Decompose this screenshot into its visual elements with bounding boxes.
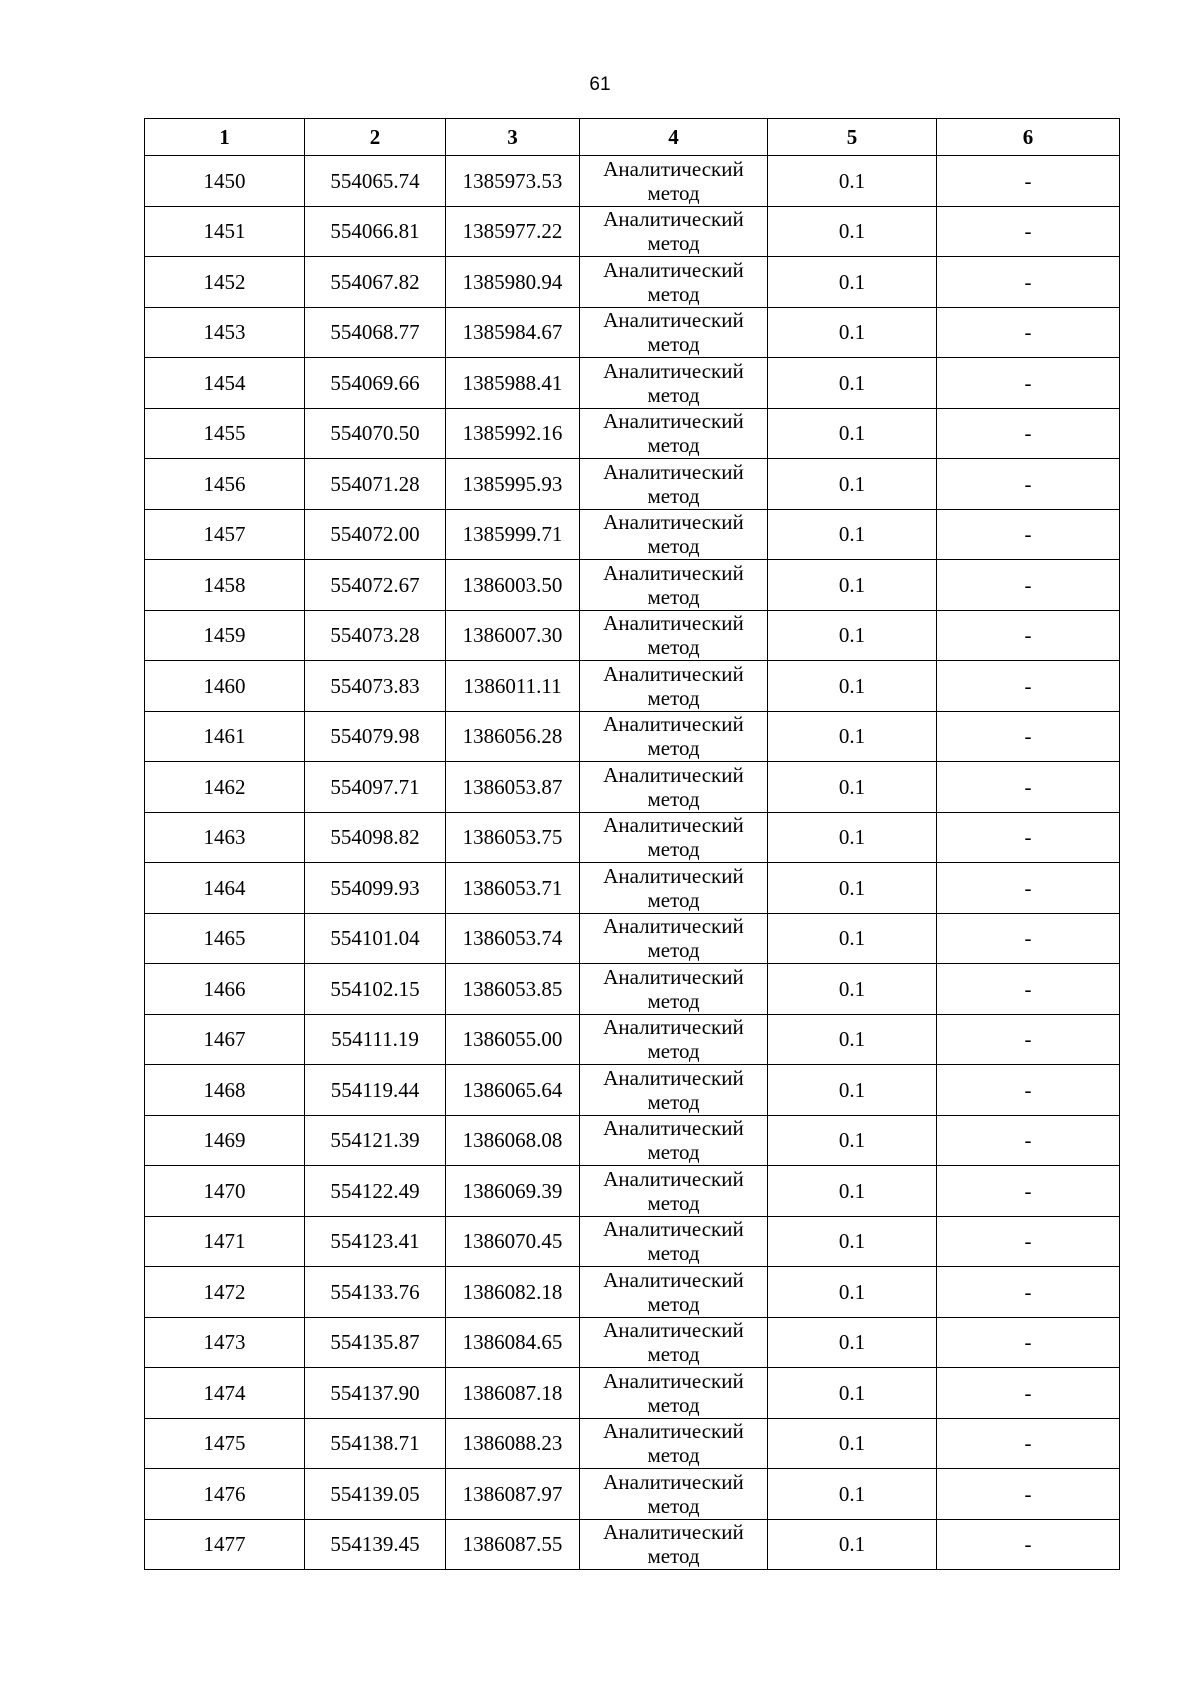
point-number-cell: 1459: [145, 610, 305, 661]
method-cell: [580, 408, 768, 459]
point-number-cell: 1467: [145, 1014, 305, 1065]
x-coordinate-cell: 554137.90: [305, 1368, 446, 1419]
y-coordinate-cell: 1386055.00: [446, 1014, 580, 1065]
method-line-2: метод: [647, 483, 700, 508]
table-row: [145, 459, 1120, 510]
y-coordinate-cell: 1386084.65: [446, 1317, 580, 1368]
method-line-2: метод: [647, 1089, 700, 1114]
column-header: 4: [580, 119, 768, 156]
accuracy-cell: 0.1: [768, 1014, 937, 1065]
y-coordinate-cell: 1386088.23: [446, 1418, 580, 1469]
accuracy-cell: 0.1: [768, 1368, 937, 1419]
y-coordinate-cell: 1386070.45: [446, 1216, 580, 1267]
column-header: 2: [305, 119, 446, 156]
method-cell: [580, 1216, 768, 1267]
method-line-1: Аналитический: [603, 914, 744, 939]
accuracy-cell: 0.1: [768, 560, 937, 611]
accuracy-cell: 0.1: [768, 358, 937, 409]
x-coordinate-cell: 554097.71: [305, 762, 446, 813]
note-cell: -: [937, 358, 1120, 409]
method-line-1: Аналитический: [603, 762, 744, 787]
note-cell: -: [937, 661, 1120, 712]
method-line-1: Аналитический: [603, 560, 744, 585]
accuracy-cell: 0.1: [768, 610, 937, 661]
table-row: [145, 156, 1120, 207]
table-row: [145, 863, 1120, 914]
y-coordinate-cell: 1385992.16: [446, 408, 580, 459]
method-cell: [580, 257, 768, 308]
method-cell: [580, 206, 768, 257]
y-coordinate-cell: 1385980.94: [446, 257, 580, 308]
table-header-row: [145, 119, 1120, 156]
table-row: [145, 913, 1120, 964]
method-cell: [580, 1418, 768, 1469]
x-coordinate-cell: 554123.41: [305, 1216, 446, 1267]
accuracy-cell: 0.1: [768, 661, 937, 712]
method-line-1: Аналитический: [603, 1520, 744, 1545]
table-row: [145, 661, 1120, 712]
method-line-1: Аналитический: [603, 661, 744, 686]
method-cell: [580, 1469, 768, 1520]
accuracy-cell: 0.1: [768, 762, 937, 813]
method-line-1: Аналитический: [603, 358, 744, 383]
x-coordinate-cell: 554070.50: [305, 408, 446, 459]
accuracy-cell: 0.1: [768, 913, 937, 964]
note-cell: -: [937, 1166, 1120, 1217]
y-coordinate-cell: 1385973.53: [446, 156, 580, 207]
method-line-1: Аналитический: [603, 1419, 744, 1444]
note-cell: -: [937, 1065, 1120, 1116]
table-row: [145, 1418, 1120, 1469]
note-cell: -: [937, 610, 1120, 661]
y-coordinate-cell: 1386011.11: [446, 661, 580, 712]
note-cell: -: [937, 459, 1120, 510]
point-number-cell: 1457: [145, 509, 305, 560]
note-cell: -: [937, 913, 1120, 964]
accuracy-cell: 0.1: [768, 1115, 937, 1166]
point-number-cell: 1450: [145, 156, 305, 207]
x-coordinate-cell: 554066.81: [305, 206, 446, 257]
table-row: [145, 610, 1120, 661]
method-cell: [580, 1368, 768, 1419]
accuracy-cell: 0.1: [768, 1267, 937, 1318]
accuracy-cell: 0.1: [768, 307, 937, 358]
y-coordinate-cell: 1386087.97: [446, 1469, 580, 1520]
point-number-cell: 1455: [145, 408, 305, 459]
table-row: [145, 509, 1120, 560]
x-coordinate-cell: 554069.66: [305, 358, 446, 409]
y-coordinate-cell: 1386069.39: [446, 1166, 580, 1217]
method-line-2: метод: [647, 1493, 700, 1518]
point-number-cell: 1466: [145, 964, 305, 1015]
table-row: [145, 1014, 1120, 1065]
table-row: [145, 560, 1120, 611]
column-header: 6: [937, 119, 1120, 156]
point-number-cell: 1470: [145, 1166, 305, 1217]
note-cell: -: [937, 1469, 1120, 1520]
note-cell: -: [937, 863, 1120, 914]
method-line-1: Аналитический: [603, 1217, 744, 1242]
x-coordinate-cell: 554098.82: [305, 812, 446, 863]
method-cell: [580, 610, 768, 661]
method-line-2: метод: [647, 1190, 700, 1215]
accuracy-cell: 0.1: [768, 257, 937, 308]
table-row: [145, 1267, 1120, 1318]
method-line-1: Аналитический: [603, 459, 744, 484]
point-number-cell: 1474: [145, 1368, 305, 1419]
method-line-1: Аналитический: [603, 409, 744, 434]
method-line-2: метод: [647, 231, 700, 256]
method-line-1: Аналитический: [603, 1318, 744, 1343]
y-coordinate-cell: 1385999.71: [446, 509, 580, 560]
accuracy-cell: 0.1: [768, 863, 937, 914]
accuracy-cell: 0.1: [768, 812, 937, 863]
y-coordinate-cell: 1386053.74: [446, 913, 580, 964]
method-line-2: метод: [647, 1291, 700, 1316]
table-row: [145, 257, 1120, 308]
table-row: [145, 1368, 1120, 1419]
method-line-2: метод: [647, 736, 700, 761]
method-line-1: Аналитический: [603, 1015, 744, 1040]
method-cell: [580, 509, 768, 560]
method-line-2: метод: [647, 685, 700, 710]
method-line-1: Аналитический: [603, 712, 744, 737]
table-row: [145, 762, 1120, 813]
note-cell: -: [937, 1519, 1120, 1570]
y-coordinate-cell: 1385984.67: [446, 307, 580, 358]
point-number-cell: 1472: [145, 1267, 305, 1318]
x-coordinate-cell: 554121.39: [305, 1115, 446, 1166]
method-line-2: метод: [647, 332, 700, 357]
accuracy-cell: 0.1: [768, 1216, 937, 1267]
method-cell: [580, 358, 768, 409]
method-line-2: метод: [647, 1342, 700, 1367]
method-line-2: метод: [647, 534, 700, 559]
method-line-2: метод: [647, 887, 700, 912]
point-number-cell: 1465: [145, 913, 305, 964]
y-coordinate-cell: 1386065.64: [446, 1065, 580, 1116]
x-coordinate-cell: 554099.93: [305, 863, 446, 914]
method-cell: [580, 661, 768, 712]
x-coordinate-cell: 554073.28: [305, 610, 446, 661]
y-coordinate-cell: 1386053.85: [446, 964, 580, 1015]
column-header: 3: [446, 119, 580, 156]
y-coordinate-cell: 1385995.93: [446, 459, 580, 510]
note-cell: -: [937, 156, 1120, 207]
table-row: [145, 1166, 1120, 1217]
accuracy-cell: 0.1: [768, 459, 937, 510]
method-line-2: метод: [647, 1241, 700, 1266]
method-line-1: Аналитический: [603, 611, 744, 636]
table-row: [145, 711, 1120, 762]
y-coordinate-cell: 1386003.50: [446, 560, 580, 611]
table-body: [145, 156, 1120, 1570]
note-cell: -: [937, 964, 1120, 1015]
method-cell: [580, 812, 768, 863]
x-coordinate-cell: 554135.87: [305, 1317, 446, 1368]
y-coordinate-cell: 1385988.41: [446, 358, 580, 409]
note-cell: -: [937, 1014, 1120, 1065]
accuracy-cell: 0.1: [768, 711, 937, 762]
x-coordinate-cell: 554138.71: [305, 1418, 446, 1469]
note-cell: -: [937, 257, 1120, 308]
note-cell: -: [937, 1418, 1120, 1469]
method-cell: [580, 711, 768, 762]
column-header: 1: [145, 119, 305, 156]
y-coordinate-cell: 1386053.75: [446, 812, 580, 863]
page-number: 61: [589, 74, 611, 95]
method-line-1: Аналитический: [603, 1166, 744, 1191]
point-number-cell: 1476: [145, 1469, 305, 1520]
table-row: [145, 964, 1120, 1015]
method-cell: [580, 762, 768, 813]
method-line-2: метод: [647, 382, 700, 407]
accuracy-cell: 0.1: [768, 1418, 937, 1469]
point-number-cell: 1463: [145, 812, 305, 863]
method-cell: [580, 1014, 768, 1065]
method-line-1: Аналитический: [603, 308, 744, 333]
note-cell: -: [937, 560, 1120, 611]
accuracy-cell: 0.1: [768, 1469, 937, 1520]
table-row: [145, 1115, 1120, 1166]
x-coordinate-cell: 554139.05: [305, 1469, 446, 1520]
method-line-1: Аналитический: [603, 1267, 744, 1292]
method-cell: [580, 1317, 768, 1368]
x-coordinate-cell: 554068.77: [305, 307, 446, 358]
table-row: [145, 1469, 1120, 1520]
table-row: [145, 1216, 1120, 1267]
method-line-1: Аналитический: [603, 964, 744, 989]
point-number-cell: 1458: [145, 560, 305, 611]
x-coordinate-cell: 554111.19: [305, 1014, 446, 1065]
point-number-cell: 1471: [145, 1216, 305, 1267]
y-coordinate-cell: 1386087.55: [446, 1519, 580, 1570]
method-cell: [580, 964, 768, 1015]
x-coordinate-cell: 554067.82: [305, 257, 446, 308]
method-cell: [580, 1065, 768, 1116]
method-cell: [580, 307, 768, 358]
method-cell: [580, 1166, 768, 1217]
method-line-2: метод: [647, 1039, 700, 1064]
method-line-2: метод: [647, 1140, 700, 1165]
x-coordinate-cell: 554133.76: [305, 1267, 446, 1318]
method-cell: [580, 156, 768, 207]
table-row: [145, 1519, 1120, 1570]
column-header: 5: [768, 119, 937, 156]
accuracy-cell: 0.1: [768, 509, 937, 560]
note-cell: -: [937, 711, 1120, 762]
method-line-1: Аналитический: [603, 510, 744, 535]
method-line-1: Аналитический: [603, 1469, 744, 1494]
method-line-1: Аналитический: [603, 207, 744, 232]
point-number-cell: 1462: [145, 762, 305, 813]
y-coordinate-cell: 1386053.71: [446, 863, 580, 914]
method-line-2: метод: [647, 1392, 700, 1417]
x-coordinate-cell: 554071.28: [305, 459, 446, 510]
point-number-cell: 1469: [145, 1115, 305, 1166]
x-coordinate-cell: 554079.98: [305, 711, 446, 762]
y-coordinate-cell: 1385977.22: [446, 206, 580, 257]
point-number-cell: 1460: [145, 661, 305, 712]
x-coordinate-cell: 554122.49: [305, 1166, 446, 1217]
x-coordinate-cell: 554073.83: [305, 661, 446, 712]
accuracy-cell: 0.1: [768, 1519, 937, 1570]
method-cell: [580, 459, 768, 510]
note-cell: -: [937, 762, 1120, 813]
note-cell: -: [937, 509, 1120, 560]
x-coordinate-cell: 554139.45: [305, 1519, 446, 1570]
table-row: [145, 1317, 1120, 1368]
x-coordinate-cell: 554072.00: [305, 509, 446, 560]
method-cell: [580, 1115, 768, 1166]
method-cell: [580, 1267, 768, 1318]
x-coordinate-cell: 554102.15: [305, 964, 446, 1015]
accuracy-cell: 0.1: [768, 408, 937, 459]
note-cell: -: [937, 1216, 1120, 1267]
method-line-1: Аналитический: [603, 1116, 744, 1141]
point-number-cell: 1454: [145, 358, 305, 409]
method-line-1: Аналитический: [603, 1065, 744, 1090]
method-cell: [580, 913, 768, 964]
method-line-2: метод: [647, 988, 700, 1013]
y-coordinate-cell: 1386087.18: [446, 1368, 580, 1419]
method-line-2: метод: [647, 584, 700, 609]
note-cell: -: [937, 206, 1120, 257]
y-coordinate-cell: 1386056.28: [446, 711, 580, 762]
y-coordinate-cell: 1386053.87: [446, 762, 580, 813]
accuracy-cell: 0.1: [768, 156, 937, 207]
note-cell: -: [937, 1317, 1120, 1368]
point-number-cell: 1477: [145, 1519, 305, 1570]
point-number-cell: 1473: [145, 1317, 305, 1368]
method-line-2: метод: [647, 786, 700, 811]
method-line-2: метод: [647, 837, 700, 862]
coordinates-table: [144, 118, 1120, 1570]
x-coordinate-cell: 554101.04: [305, 913, 446, 964]
table-row: [145, 1065, 1120, 1116]
note-cell: -: [937, 812, 1120, 863]
point-number-cell: 1464: [145, 863, 305, 914]
method-line-2: метод: [647, 1544, 700, 1569]
method-cell: [580, 1519, 768, 1570]
method-line-2: метод: [647, 281, 700, 306]
y-coordinate-cell: 1386082.18: [446, 1267, 580, 1318]
x-coordinate-cell: 554072.67: [305, 560, 446, 611]
method-line-1: Аналитический: [603, 863, 744, 888]
note-cell: -: [937, 307, 1120, 358]
table-row: [145, 358, 1120, 409]
note-cell: -: [937, 1368, 1120, 1419]
method-line-1: Аналитический: [603, 156, 744, 181]
point-number-cell: 1461: [145, 711, 305, 762]
method-line-2: метод: [647, 433, 700, 458]
point-number-cell: 1452: [145, 257, 305, 308]
note-cell: -: [937, 1267, 1120, 1318]
point-number-cell: 1451: [145, 206, 305, 257]
accuracy-cell: 0.1: [768, 206, 937, 257]
table-row: [145, 206, 1120, 257]
method-line-1: Аналитический: [603, 257, 744, 282]
x-coordinate-cell: 554119.44: [305, 1065, 446, 1116]
table-row: [145, 408, 1120, 459]
note-cell: -: [937, 1115, 1120, 1166]
method-line-2: метод: [647, 180, 700, 205]
accuracy-cell: 0.1: [768, 1317, 937, 1368]
method-cell: [580, 560, 768, 611]
y-coordinate-cell: 1386068.08: [446, 1115, 580, 1166]
accuracy-cell: 0.1: [768, 1166, 937, 1217]
table-row: [145, 307, 1120, 358]
y-coordinate-cell: 1386007.30: [446, 610, 580, 661]
table-row: [145, 812, 1120, 863]
accuracy-cell: 0.1: [768, 964, 937, 1015]
method-line-2: метод: [647, 635, 700, 660]
method-line-1: Аналитический: [603, 1368, 744, 1393]
accuracy-cell: 0.1: [768, 1065, 937, 1116]
method-line-1: Аналитический: [603, 813, 744, 838]
point-number-cell: 1453: [145, 307, 305, 358]
note-cell: -: [937, 408, 1120, 459]
method-line-2: метод: [647, 938, 700, 963]
point-number-cell: 1456: [145, 459, 305, 510]
method-line-2: метод: [647, 1443, 700, 1468]
x-coordinate-cell: 554065.74: [305, 156, 446, 207]
method-cell: [580, 863, 768, 914]
point-number-cell: 1475: [145, 1418, 305, 1469]
point-number-cell: 1468: [145, 1065, 305, 1116]
